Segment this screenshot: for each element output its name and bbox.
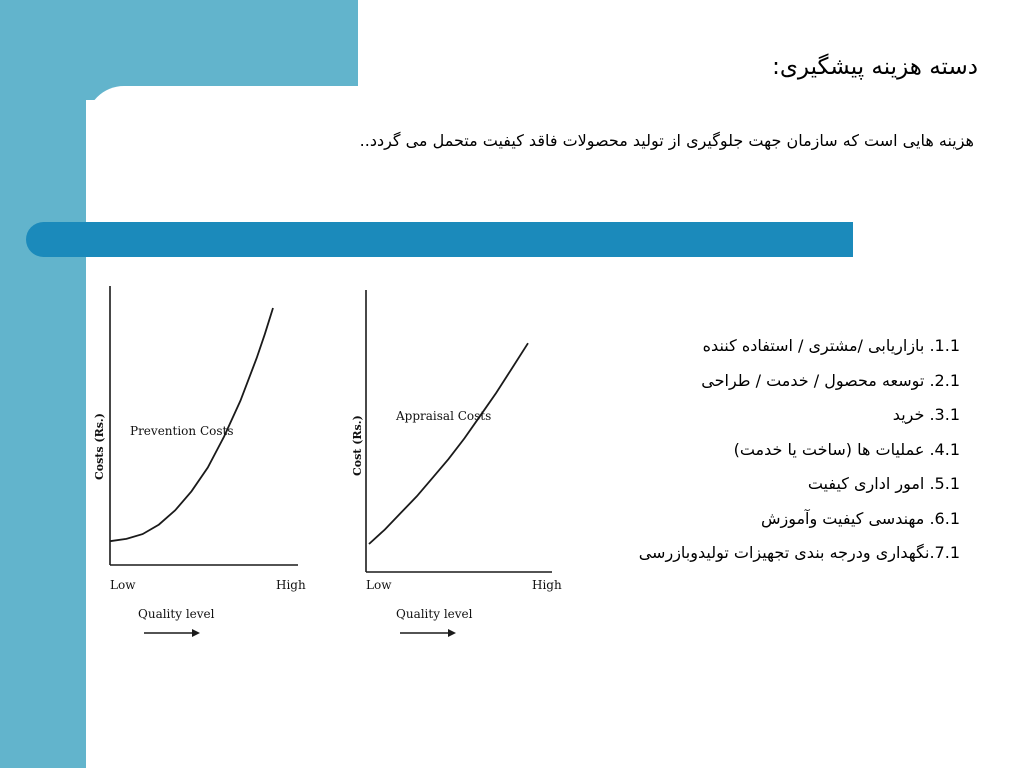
appraisal-cost-curve: [369, 343, 528, 544]
x-tick-high: High: [276, 578, 306, 592]
list-item: 4.1. عملیات ها (ساخت یا خدمت): [733, 439, 960, 459]
x-axis-arrowhead: [448, 629, 456, 637]
curve-label: Appraisal Costs: [396, 409, 492, 423]
x-tick-low: Low: [110, 578, 136, 592]
slide-title: دسته هزینه پیشگیری:: [772, 54, 978, 80]
x-axis-label: Quality level: [396, 607, 473, 621]
x-tick-high: High: [532, 578, 562, 592]
list-item: 3.1. خرید: [892, 405, 960, 424]
x-tick-low: Low: [366, 578, 392, 592]
y-axis-label: Cost (Rs.): [351, 415, 364, 476]
frame-left-bar: [0, 0, 86, 768]
y-axis-label: Costs (Rs.): [93, 413, 106, 480]
x-axis-label: Quality level: [138, 607, 215, 621]
list-item: 1.1. بازاریابی /مشتری / استفاده کننده: [702, 336, 960, 355]
curve-label: Prevention Costs: [130, 424, 234, 438]
prevention-costs-chart: [92, 282, 312, 652]
prevention-costs-chart-svg: [92, 282, 312, 652]
frame-top-block: [0, 0, 358, 100]
accent-band: [26, 222, 853, 257]
list-item: 5.1. امور اداری کیفیت: [807, 474, 960, 493]
slide-subtitle: هزینه هایی است که سازمان جهت جلوگیری از تولید محصولات فاقد کیفیت متحمل می گردد..: [359, 131, 974, 150]
list-item: 7.1.نگهداری ودرجه بندی تجهیزات تولیدوبازرسی: [638, 543, 960, 562]
list-item: 6.1. مهندسی کیفیت وآموزش: [760, 508, 960, 528]
appraisal-costs-chart-svg: [348, 282, 568, 652]
list-item: 2.1. توسعه محصول / خدمت / طراحی: [701, 370, 960, 390]
appraisal-costs-chart: [348, 282, 568, 652]
prevention-cost-list: [540, 329, 960, 571]
x-axis-arrowhead: [192, 629, 200, 637]
